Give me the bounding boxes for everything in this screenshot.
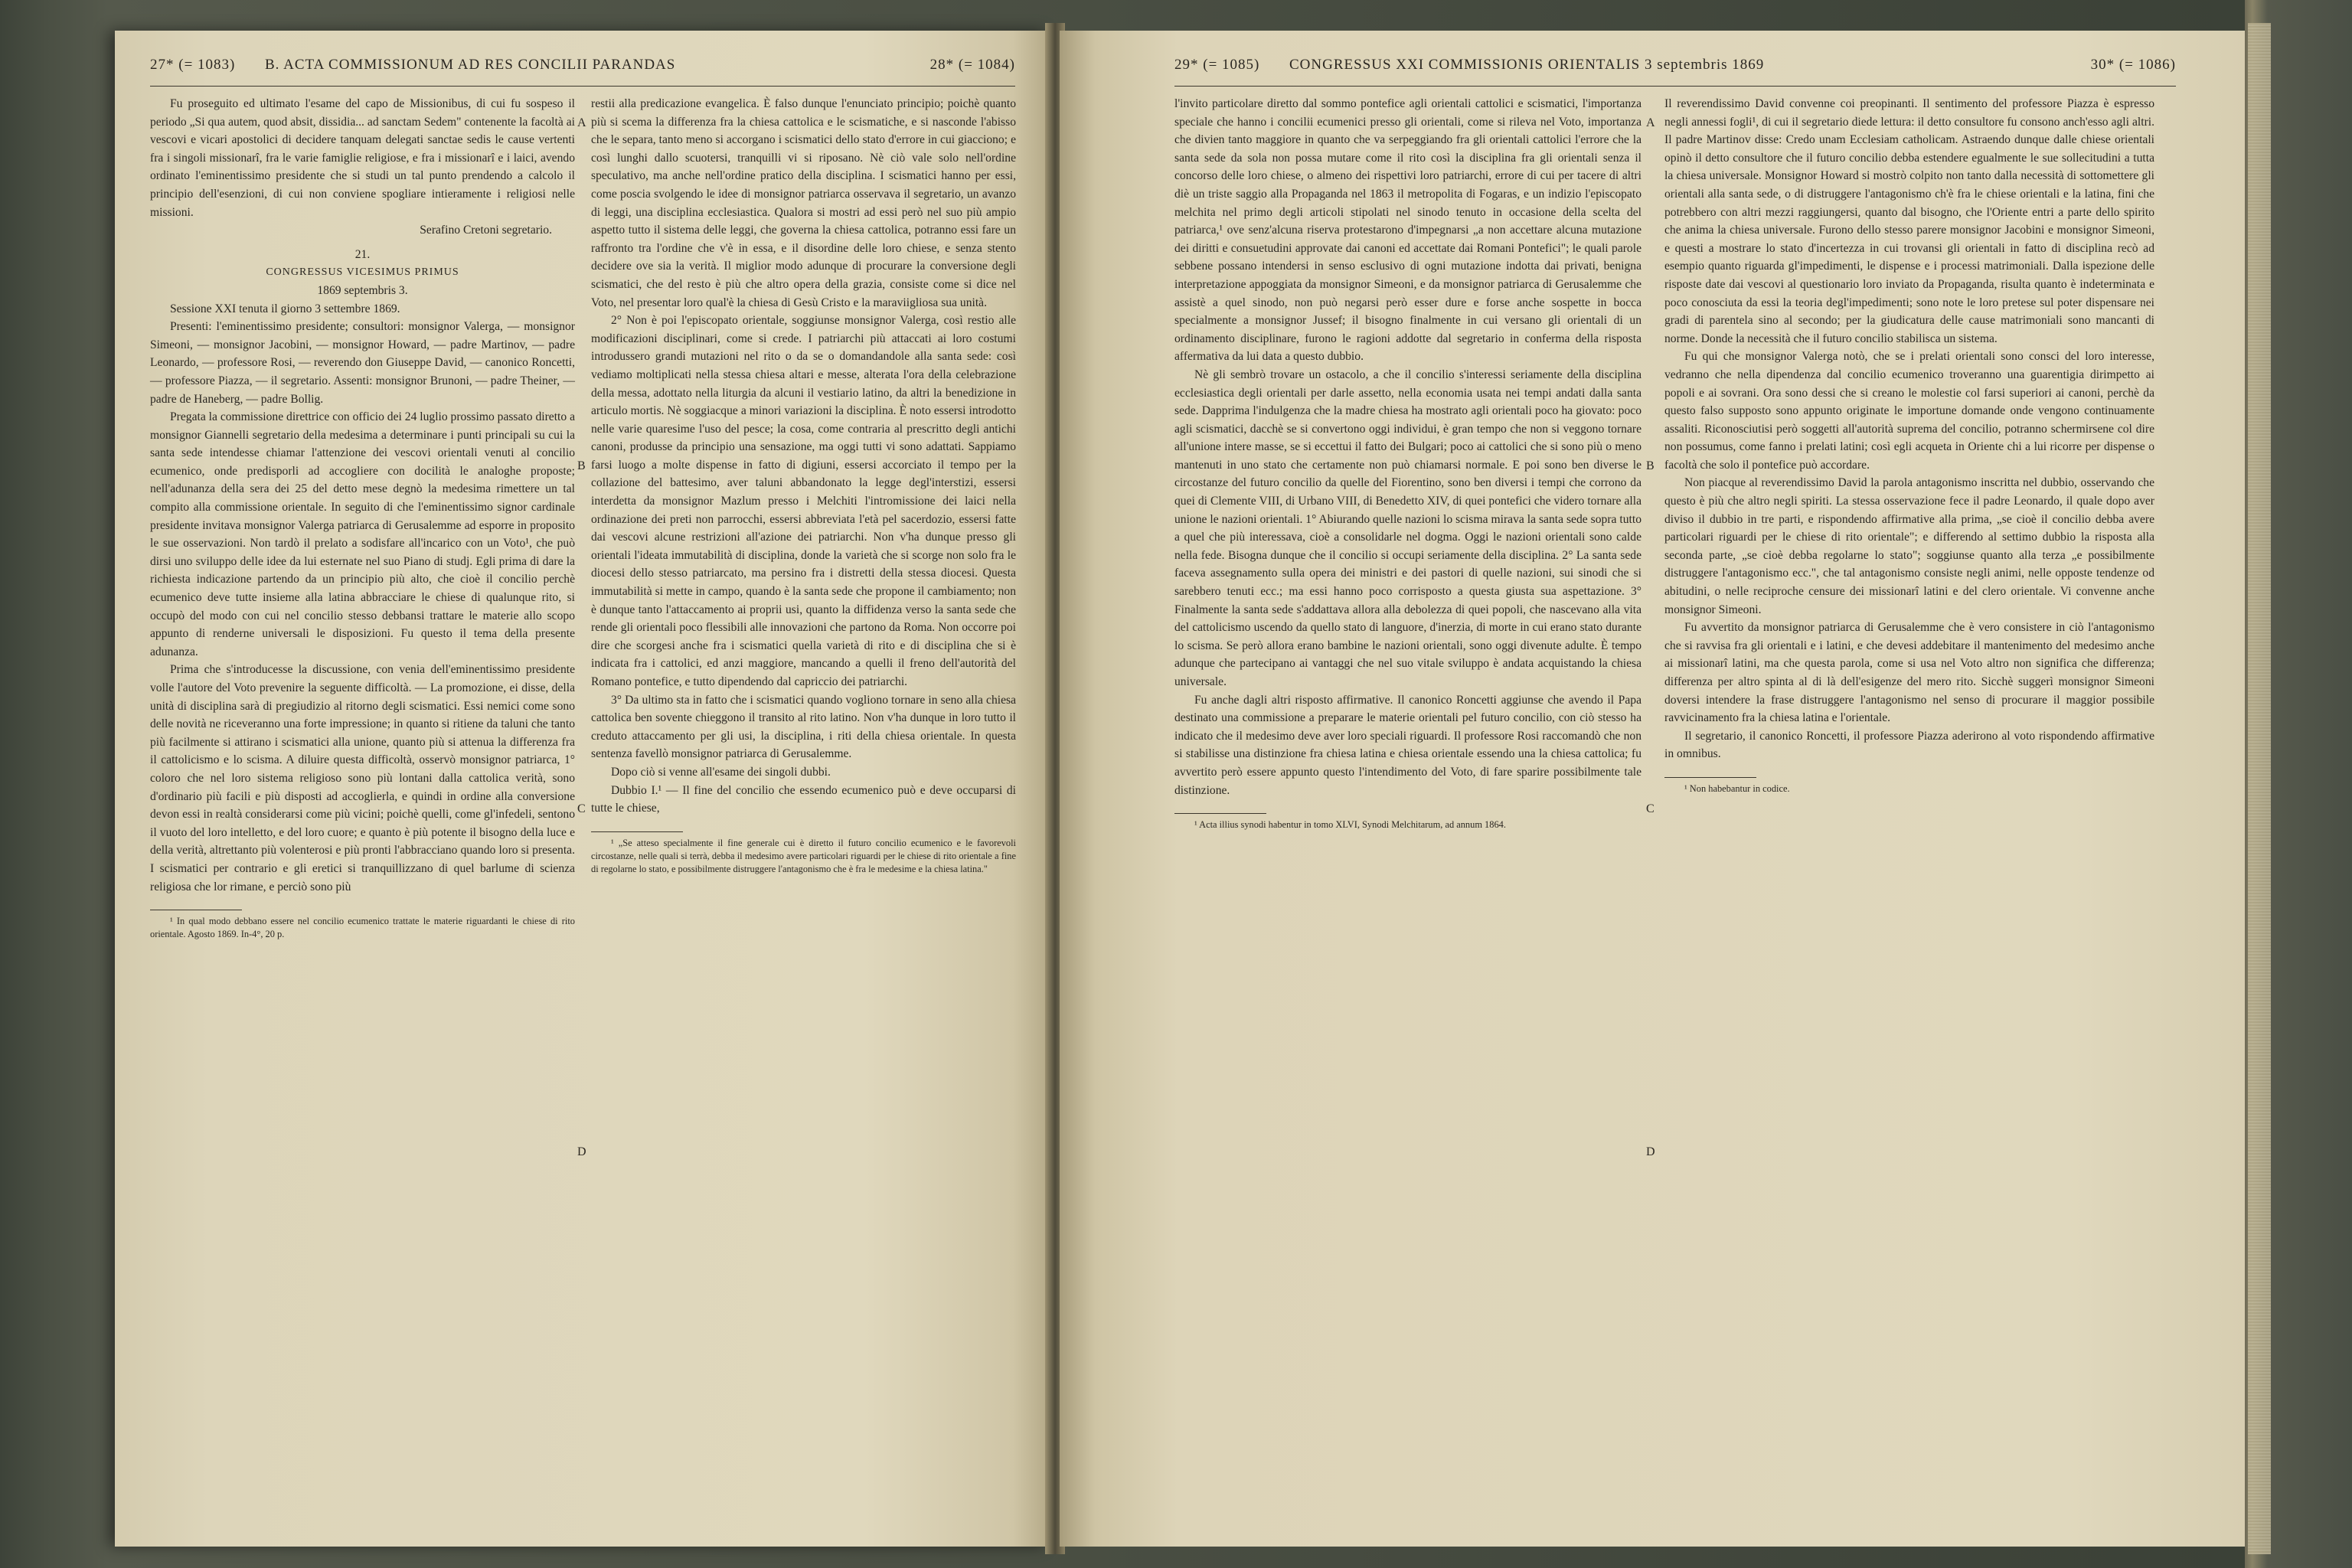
paragraph: Fu anche dagli altri risposto affirmative. Il canonico Roncetti aggiunse che avendo il Papa destinato una commissione a preparare le materie orientali pel futuro concilio, con ciò stesso ha indicato che il medesimo deve aver loro speciali riguardi. Il professore Rosi raccomandò che non si stabilisse una distinzione fra chiesa latina e chiesa orientale essendo una la chiesa cattolica; fu avvertito però essere appunto questo l'intendimento del Voto, di fare sparire possibilmente tale distinzione. — [1174, 693, 1642, 797]
right-page-number-a: 29* (= 1085) — [1174, 57, 1260, 73]
paragraph: Fu qui che monsignor Valerga notò, che se i prelati orientali sono consci del loro interesse, vedranno che nella dipendenza dal concilio ecumenico troveranno una guarentigia dirimpetto ai popoli e ai sovrani. Ora sono dessi che si creano le molestie col farsi superiori ai canoni, perchè da questo falso supposto sono appunto originate le importune domande onde vengono continuamente assaliti. Riconosciutisi però soggetti all'autorità suprema del concilio, potranno schermirsene col dire non possumus, come fanno i prelati latini; così egli acqueta in Oriente chi a lui ricorre per dispense o facoltà che solo il pontefice può accordare. — [1664, 350, 2154, 472]
section-title: CONGRESSUS VICESIMUS PRIMUS — [266, 266, 459, 279]
footnote: ¹ In qual modo debbano essere nel concilio ecumenico trattate le materie riguardanti le chiese di rito orientale. Agosto 1869. In-4°, 20 p. — [150, 916, 575, 940]
margin-letter-a: A — [1646, 116, 1655, 129]
footnote: ¹ „Se atteso specialmente il fine generale cui è diretto il futuro concilio ecumenico e le favorevoli circostanze, nelle quali si terrà, debba il medesimo avere particolari riguardi per le chiese di rito orientale a fine di regolarne lo stato, e possibilmente distruggere l'antagonismo che è fra le medesime e la chiesa latina." — [591, 837, 1016, 874]
page-block-edge — [2248, 23, 2271, 1554]
left-page — [115, 31, 1050, 1547]
left-page-number-b: 28* (= 1084) — [929, 57, 1015, 73]
paragraph: restii alla predicazione evangelica. È falso dunque l'enunciato principio; poichè quanto più si scema la differenza fra la chiesa cattolica e le scismatiche, e si nasconde l'abisso che le separa, tanto meno si accorgano i scismatici dello stato d'errore in cui giacciono; e così lunghi dallo scuotersi, tranquilli vi si riposano. Nè ciò vale solo nell'ordine speculativo, ma anche nell'ordine pratico della disciplina. I scismatici hanno per essi, come poscia svolgendo le idee di monsignor patriarca osservava il segretario, un avanzo di leggi, una disciplina ecclesiastica. Qualora si mostri ad essi però nel suo più ampio aspetto tutto il sistema delle leggi, che governa la chiesa cattolica, potranno essi fare un raffronto tra l'ordine che v'è in essa, e il disordine delle loro chiese, e senza stento decidere ove sia la verità. Il miglior modo adunque di procurare la conversione degli scismatici, che del resto è più che altro opera della grazia, consiste come si dice nel Voto, nel presentar loro qual'è la chiesa di Gesù Cristo e la maraviigliosa sua unità. — [591, 97, 1016, 309]
paragraph: Pregata la commissione direttrice con officio dei 24 luglio prossimo passato diretto a monsignor Giannelli segretario della medesima a determinare i punti principali su cui la santa sede intendesse chiamar l'attenzione dei vescovi orientali venuti al concilio ecumenico, onde predisporli ad accogliere con docilità le analoghe proposte; nell'adunanza della sera dei 25 del detto mese degnò la medesima rimettere un tal compito alla commissione orientale. In seguito di che l'eminentissimo signor cardinale presidente invitava monsignor Valerga patriarca di Gerusalemme ad esporre in proposito le sue osservazioni. Non tardò il prelato a sodisfare all'incarico con un Voto¹, che può dirsi uno sviluppo delle idee da lui esternate nel suo Piano di studj. Egli prima di dare la richiesta indicazione partendo da un principio più alto, che cioè il concilio perchè ecumenico deve tutte insieme alla latina abbracciare le chiese di qualunque rito, si occupò del modo con cui nel concilio stesso debbansi trattare le materie allo scopo appunto di renderne universali le disposizioni. Fu questo il tema della presente adunanza. — [150, 410, 575, 658]
left-running-head — [150, 57, 1015, 83]
footnote: ¹ Non habebantur in codice. — [1684, 782, 1790, 794]
paragraph: Il segretario, il canonico Roncetti, il professore Piazza aderirono al voto rispondendo affirmative in omnibus. — [1664, 729, 2154, 761]
margin-letter-a: A — [577, 116, 586, 129]
footnote-rule — [1174, 813, 1266, 814]
section-number: 21. — [354, 247, 371, 261]
margin-letter-b: B — [1646, 459, 1655, 472]
paragraph: 3° Da ultimo sta in fatto che i scismatici quando vogliono tornare in seno alla chiesa cattolica ben sovente chieggono il transito al rito latino. Non v'ha dunque in loro tutto il creduto attaccamento per gli usi, la disciplina, i riti della chiesa orientale. In questa sentenza favellò monsignor patriarca di Gerusalemme. — [591, 693, 1016, 761]
margin-letter-d: D — [577, 1145, 586, 1158]
margin-letter-c: C — [577, 802, 586, 815]
paragraph: Nè gli sembrò trovare un ostacolo, a che il concilio s'interessi seriamente della disciplina ecclesiastica degli orientali per darle assetto, nella economia usata nei tempi andati dalla santa sede. Dapprima l'indulgenza che la madre chiesa ha mostrato agli orientali poco ha giovato: poco agli scismatici, dacchè se si convertono oggi individui, è gran tempo che non si veggono tornare all'unione intere masse, se si eccettui il fatto dei Bulgari; poco ai cattolici che si sono più o meno mantenuti in uno stato che certamente non può chiamarsi normale. E poi sono ben diverse le circostanze del futuro concilio da quelle del Fiorentino, sono ben diversi i tempi che corrono da quei di Clemente VIII, di Urbano VIII, di Benedetto XIV, di quei pontefici che videro tornare alla unione le nazioni orientali. 1° Abiurando quelle nazioni lo scisma mirava la santa sede sopra tutto a quel che più interessava, cioè a consolidarle nel dogma. Oggi le nazioni orientali sono calde nella fede. Bisogna dunque che il concilio si occupi seriamente della disciplina. 2° La santa sede faceva assegnamento sulla opera dei ministri e dei pastori di quelle nazioni, sui sinodi che si sarebbero tenuti ecc.; ma essi hanno poco corrisposto a questa giusta sua aspettazione. 3° Finalmente la santa sede s'addattava allora alla debolezza di quei popoli, che nascevano alla vita del cattolicismo uscendo da quello stato di languore, d'inerzia, di morte in cui erano stato durante lo scisma. Se però allora erano bambine le nazioni orientali, sono oggi divenute adulte. È tempo adunque che partecipano ai vantaggi che nel suo vitale sviluppo è andata acquistando la chiesa universale. — [1174, 368, 1642, 688]
paragraph: 2° Non è poi l'episcopato orientale, soggiunse monsignor Valerga, così restio alle modificazioni disciplinari, come si crede. I patriarchi più attaccati ai loro costumi introdussero grandi mutazioni nel rito o da se o domandandole alla santa sede: così vediamo moltiplicati nella stessa chiesa altari e messe, alterata l'ora della celebrazione della messa, adottato nella liturgia da alcuni il vestiario latino, da altri la benedizione in articulo mortis. Nè soggiacque a minori variazioni la disciplina. È noto essersi introdotto nelle varie quaresime l'uso del pesce; la cosa, come contraria al prescritto degli antichi canoni, produsse da principio una sensazione, ma oggi tutti vi sono adattati. Sappiamo farsi luogo a molte dispense in fatto di digiuni, essersi accorciato il tempo per la collazione del battesimo, aver taluni abbandonato la legge degl'interstizi, essersi interdetta da monsignor Mazlum presso i Melchiti l'intromissione dei laici nella ordinazione dei preti non parrocchi, essersi abbreviata l'età pel sacerdozio, essersi fatte dai vescovi alcune restrizioni all'azione dei patriarchi. Non v'ha dunque presso gli orientali l'ideata immutabilità di disciplina, donde la varietà che si scorge non solo fra le diocesi dello stesso patriarcato, ma persino fra i distretti della stessa diocesi. Questa immutabilità si mette in campo, quando è la santa sede che propone il cambiamento; non è dunque tanto l'attaccamento ai proprii usi, quanto la diffidenza verso la santa sede che rende gli orientali poco flessibili alle innovazioni che partono da Roma. Non occorre poi dire che scorgesi anche fra i scismatici quella varietà di rito e di disciplina che si è indicata fra i cattolici, ed anzi maggiore, mancando a quelli il freno dell'autorità del Romano pontefice, e tutto dipendendo dal capriccio dei patriarchi. — [591, 314, 1016, 688]
paragraph: Dopo ciò si venne all'esame dei singoli dubbi. — [611, 765, 831, 779]
right-column-2 — [1664, 95, 2154, 795]
left-page-number-a: 27* (= 1083) — [150, 57, 236, 73]
left-column-2 — [591, 95, 1016, 876]
right-running-head — [1174, 57, 2176, 83]
paragraph: Sessione XXI tenuta il giorno 3 settembre 1869. — [170, 302, 400, 315]
paragraph: Fu proseguito ed ultimato l'esame del capo de Missionibus, di cui fu sospeso il periodo „Si qua autem, quod absit, dissidia... ad sanctam Sedem" contenente la facoltà ai vescovi e vicari apostolici di decidere tanquam delegati sanctae sedis le cause vertenti fra i singoli missionarî, fra le varie famiglie religiose, e fra i missionarî e i laici, avendo ordinato l'eminentissimo presidente che si studi un tal punto prendendo a calcolo il principio dell'esenzioni, di cui non conviene spogliare intieramente i religiosi nelle missioni. — [150, 97, 575, 219]
paragraph: Il reverendissimo David convenne coi preopinanti. Il sentimento del professore Piazza è espresso negli annessi fogli¹, di cui il segretario diede lettura: il detto consultore fu consono anch'esso agli altri. Il padre Martinov disse: Credo unam Ecclesiam catholicam. Astraendo dunque dalle chiese orientali opinò il detto consultore che il futuro concilio debba estendere egualmente le sue sollecitudini a tutta la chiesa universale. Monsignor Howard si mostrò colpito non tanto dalla necessità di sottomettere gli orientali alla santa sede, o di distruggere l'antagonismo ch'è fra le chiese orientali e la latina, fini che potrebbero con altri mezzi raggiungersi, quanto dal bisogno, che l'Oriente entri a parte dello spirito che anima la chiesa universale. Furono dello stesso parere monsignor Jacobini e monsignor Simeoni, e questi a mostrare lo stato d'incertezza in cui trovansi gli orientali in fatto di disciplina recò ad esempio quanto riguarda gl'impedimenti, le dispense e i processi matrimoniali. Dalla ispezione delle risposte date dai vescovi al questionario loro inviato da Propaganda, risulta quanto è indeterminata e poco conosciuta da essi la teoria degl'impedimenti; sono note le loro pretese sul poter dispensare nei gradi di parentela sino al secondo; per la giudicatura delle cause matrimoniali sono mancanti di norme. Donde la necessità che il futuro concilio stabilisca un sistema. — [1664, 97, 2154, 345]
left-column-1 — [150, 95, 575, 941]
paragraph: Presenti: l'eminentissimo presidente; consultori: monsignor Valerga, — monsignor Simeoni, — monsignor Jacobini, — monsignor Howard, — padre Martinov, — padre Leonardo, — professore Rosi, — reverendo don Giuseppe David, — canonico Roncetti, — professore Piazza, — il segretario. Assenti: monsignor Brunoni, — padre Theiner, — padre de Haneberg, — padre Bollig. — [150, 320, 575, 406]
footnote: ¹ Acta illius synodi habentur in tomo XLVI, Synodi Melchitarum, ad annum 1864. — [1194, 819, 1506, 831]
paragraph: Non piacque al reverendissimo David la parola antagonismo inscritta nel dubbio, osservando che questo è più che altro negli spiriti. La stessa osservazione fece il padre Leonardo, il quale dopo aver diviso il dubbio in tre parti, e rispondendo affirmative alla prima, „se cioè il concilio debba avere particolari riguardi per le chiese di rito orientale"; e differendo al settimo dubbio la risposta alla seconda parte, „se cioè debba regolarne lo stato"; soggiunse quanto alla terza „e possibilmente distruggere l'antagonismo ecc.", che tal antagonismo consiste negli animi, nelle opposte tendenze od abitudini, o nelle reciproche censure dei missionarî latini e del clero orientale. Vi convenne anche monsignor Simeoni. — [1664, 476, 2154, 616]
header-rule — [150, 86, 1015, 87]
paragraph: l'invito particolare diretto dal sommo pontefice agli orientali cattolici e scismatici, l'importanza speciale che hanno i concilii ecumenici presso gli orientali, come si rileva nel Voto, importanza che divien tanto maggiore in quanto che va serpeggiando fra gli orientali cattolici l'errore che la santa sede da sola non possa mutare come il rito così la disciplina fra gli orientali senza il concorso delle loro chiese, o almeno dei rispettivi loro patriarchi, errore di cui per tacere di altri diè un triste saggio alla Propaganda nel 1863 il metropolita di Fogaras, e un indizio l'episcopato melchita nel primo degli articoli stipolati nel sinodo tenuto in occasione della scelta del patriarca,¹ ove senz'alcuna riserva protestarono d'impegnarsi „a non accettare alcuna mutazione dei diritti e consuetudini approvate dai canoni ed accettate dai Romani Pontefici"; le quali parole sebbene possano intendersi in senso esclusivo di ogni mutazione indotta dai privati, benigna interpretazione appoggiata da monsignor Simeoni, e da monsignor patriarca di Gerusalemme che assistè a quel sinodo, non può negarsi però esser dure e forse anche sospette in bocca specialmente a monsignor Jussef; il bisogno finalmente in cui versano gli orientali di un ordinamento disciplinare, furono le ragioni addotte dal segretario in conferma della risposta affermativa da lui data a questo dubbio. — [1174, 97, 1642, 364]
left-header-title: B. ACTA COMMISSIONUM AD RES CONCILII PARANDAS — [265, 57, 676, 73]
footnote-rule — [1664, 777, 1756, 778]
right-page-number-b: 30* (= 1086) — [2090, 57, 2176, 73]
paragraph: Prima che s'introducesse la discussione, con venia dell'eminentissimo presidente volle l'autore del Voto prevenire la seguente difficoltà. — La promozione, ei disse, della unità di disciplina sarà di pregiudizio al ritorno degli scismatici. Essi nemici come sono delle novità ne riceveranno una forte impressione; in quanto si ritiene da taluni che tanto più facilmente si attirano i scismatici alla unione, quanto più si attenua la differenza fra il cattolicismo e lo scisma. A diluire questa difficoltà, osservò monsignor patriarca, 1° coloro che nel loro sistema religioso sono più lontani dalla cattolica verità, sono d'ordinario più facili e più disposti ad accoglierla, e quindi in ordine alla conversione devon essi in realtà considerarsi come più vicini; poichè quelli, come gl'infedeli, sentono il vuoto del loro intelletto, e del loro cuore; e quanto è più potente il bisogno della luce e della verità, altrettanto più volenterosi e più pronti l'abbracciano quando loro si presenta. I scismatici per contrario e gli eretici si tranquillizzano di quel barlume di scienza religiosa che lor rimane, e perciò sono più — [150, 663, 575, 893]
header-rule — [1174, 86, 2176, 87]
margin-letter-d: D — [1646, 1145, 1655, 1158]
signature: Serafino Cretoni segretario. — [420, 224, 552, 237]
footnote-rule — [591, 831, 683, 832]
right-page — [1060, 31, 2245, 1547]
paragraph: Dubbio I.¹ — Il fine del concilio che essendo ecumenico può e deve occuparsi di tutte le chiese, — [591, 783, 1016, 815]
section-date: 1869 septembris 3. — [317, 283, 408, 297]
right-column-1 — [1174, 95, 1642, 831]
right-header-title: CONGRESSUS XXI COMMISSIONIS ORIENTALIS 3 septembris 1869 — [1289, 57, 1765, 73]
paragraph: Fu avvertito da monsignor patriarca di Gerusalemme che è vero consistere in ciò l'antagonismo che si ravvisa fra gli orientali e i latini, e che devesi addebitare il mantenimento del medesimo anche ai missionarî latini, ma che questa parola, come si usa nel Voto altro non significa che differenza; differenza per altro spinta al di là dell'esigenze del mero rito. Sicchè suggerì monsignor Simeoni doversi intendere la frase distruggere l'antagonismo nel senso di procurare il maggior possibile ravvicinamento fra la chiesa latina e l'orientale. — [1664, 621, 2154, 725]
margin-letter-b: B — [577, 459, 586, 472]
margin-letter-c: C — [1646, 802, 1655, 815]
